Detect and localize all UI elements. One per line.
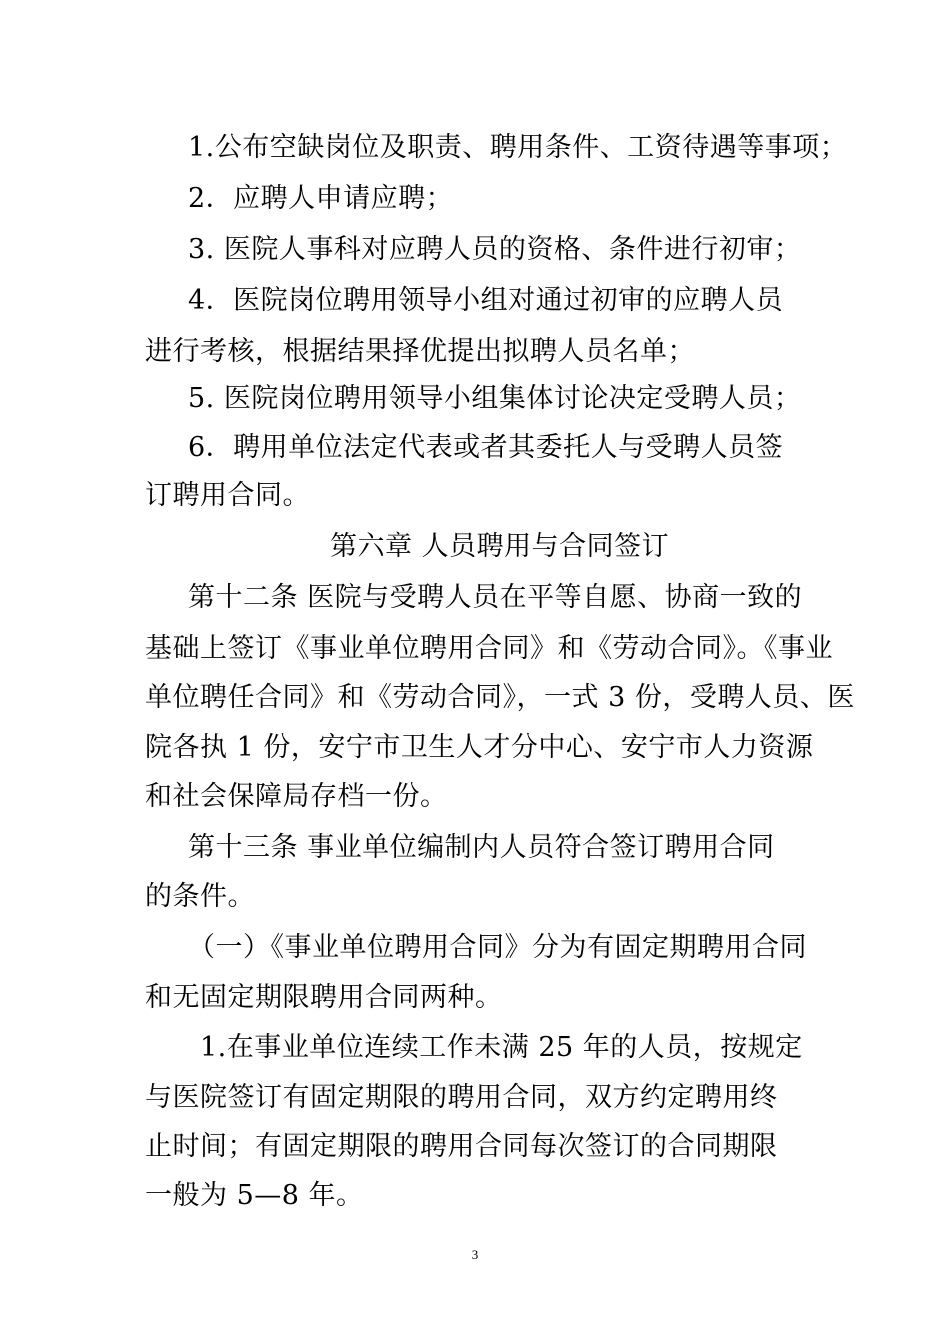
- sub-item-1-line-3: 止时间；有固定期限的聘用合同每次签订的合同期限: [145, 1131, 778, 1162]
- list-item-6: 6．聘用单位法定代表或者其委托人与受聘人员签: [188, 432, 784, 463]
- list-item-5: 5. 医院岗位聘用领导小组集体讨论决定受聘人员；: [188, 383, 802, 414]
- article-12-line-4: 院各执 1 份，安宁市卫生人才分中心、安宁市人力资源: [145, 732, 814, 763]
- article-12-line-5: 和社会保障局存档一份。: [145, 781, 448, 812]
- article-13-line-2: 的条件。: [145, 881, 255, 912]
- list-item-4-cont: 进行考核，根据结果择优提出拟聘人员名单；: [145, 336, 695, 367]
- list-item-2: 2．应聘人申请应聘；: [188, 183, 454, 214]
- article-12: 第十二条 医院与受聘人员在平等自愿、协商一致的: [188, 582, 803, 613]
- list-item-4: 4．医院岗位聘用领导小组对通过初审的应聘人员: [188, 285, 784, 316]
- list-item-3: 3. 医院人事科对应聘人员的资格、条件进行初审；: [188, 234, 802, 265]
- list-item-6-cont: 订聘用合同。: [145, 480, 310, 511]
- sub-item-1-line-2: 与医院签订有固定期限的聘用合同，双方约定聘用终: [145, 1082, 778, 1113]
- clause-1-line-2: 和无固定期限聘用合同两种。: [145, 982, 503, 1013]
- chapter-heading: 第六章 人员聘用与合同签订: [330, 531, 670, 562]
- article-12-line-2: 基础上签订《事业单位聘用合同》和《劳动合同》。《事业: [145, 633, 833, 664]
- clause-1: （一）《事业单位聘用合同》分为有固定期聘用合同: [188, 932, 807, 963]
- sub-item-1-line-4: 一般为 5—8 年。: [145, 1180, 364, 1211]
- page-number: 3: [471, 1247, 479, 1262]
- sub-item-1: 1.在事业单位连续工作未满 25 年的人员，按规定: [200, 1032, 803, 1063]
- list-item-1: 1.公布空缺岗位及职责、聘用条件、工资待遇等事项；: [188, 132, 848, 163]
- article-13: 第十三条 事业单位编制内人员符合签订聘用合同: [188, 832, 775, 863]
- article-12-line-3: 单位聘任合同》和《劳动合同》，一式 3 份，受聘人员、医: [145, 682, 855, 713]
